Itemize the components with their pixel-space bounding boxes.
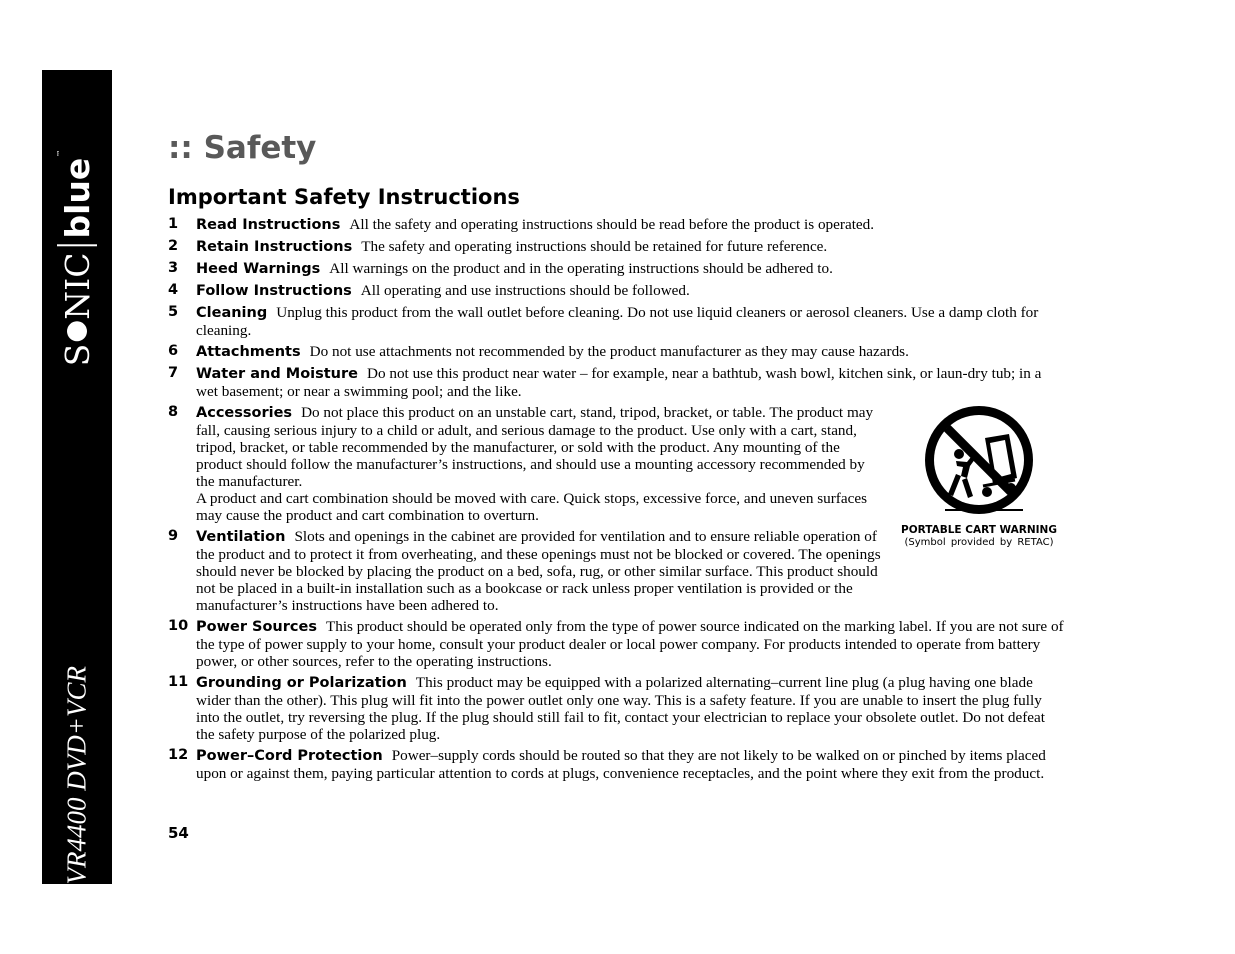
instruction-label: Attachments: [196, 344, 301, 360]
instruction-label: Follow Instructions: [196, 283, 352, 299]
instruction-text: Do not place this product on an unstable cart, stand, tripod, bracket, or table. The product may fall, causing serious injury to a child or adult, and serious damage to the product. Use only with a cart, stand, tripod, bracket, or table recommended by the manufacturer, or sold with the product. Any mounting of the product should follow the manufacturer’s instructions, and should use a mounting accessory recommended by the manufacturer.: [196, 404, 874, 490]
instruction-label: Read Instructions: [196, 217, 341, 233]
instruction-item: [168, 260, 1064, 278]
instruction-label: Ventilation: [196, 529, 286, 545]
instruction-number: 9: [168, 528, 179, 544]
instruction-number: 12: [168, 747, 189, 763]
instruction-label: Accessories: [196, 405, 293, 421]
instruction-item: [168, 747, 1064, 782]
instruction-text: All warnings on the product and in the operating instructions should be adhered to.: [329, 260, 833, 277]
instruction-item: [168, 404, 886, 524]
instruction-label: Water and Moisture: [196, 366, 358, 382]
instruction-item: [168, 282, 1064, 300]
instruction-label: Cleaning: [196, 305, 268, 321]
instruction-number: 6: [168, 343, 179, 359]
instruction-text: All the safety and operating instructions should be read before the product is operated.: [349, 216, 875, 233]
page-number: 54: [168, 824, 189, 842]
instruction-number: 4: [168, 282, 179, 298]
instruction-number: 5: [168, 304, 179, 320]
instruction-number: 2: [168, 238, 179, 254]
cart-warning-credit: (Symbol provided by RETAC): [904, 536, 1054, 548]
cart-warning-caption: PORTABLE CART WARNING: [901, 524, 1057, 536]
logo-dot-icon: [67, 322, 87, 342]
instruction-text: Power–supply cords should be routed so that they are not likely to be walked on or pinched by items placed upon or against them, paying particular attention to cords at plugs, convenience receptacles, and the point where they exit from the product.: [196, 747, 1046, 782]
instruction-number: 11: [168, 674, 189, 690]
instruction-number: 1: [168, 216, 179, 232]
instruction-number: 7: [168, 365, 179, 381]
instruction-item: [168, 343, 1064, 361]
cart-warning-figure: [897, 404, 1061, 549]
logo-letter-s: S: [57, 343, 97, 367]
instruction-item: [168, 674, 1064, 743]
logo-trademark: ™: [56, 149, 64, 157]
logo-word-nic: NIC: [57, 252, 97, 320]
instruction-item: [168, 216, 1064, 234]
sonicblue-logo: [57, 150, 97, 367]
instruction-label: Grounding or Polarization: [196, 675, 407, 691]
instruction-text: The safety and operating instructions should be retained for future reference.: [361, 238, 828, 255]
instruction-item: [168, 618, 1064, 670]
instruction-item: [168, 528, 886, 614]
instruction-text: All operating and use instructions should be followed.: [360, 282, 690, 299]
instruction-text: Do not use this product near water – for example, near a bathtub, wash bowl, kitchen sink, or laun-dry tub; in a wet basement; or near a swimming pool; and the like.: [196, 365, 1042, 400]
logo-word-blue: blue: [57, 157, 97, 239]
instruction-label: Power–Cord Protection: [196, 748, 383, 764]
instruction-label: Heed Warnings: [196, 261, 321, 277]
instruction-text: Do not use attachments not recommended by the product manufacturer as they may cause hazards.: [309, 343, 909, 360]
instruction-label: Power Sources: [196, 619, 317, 635]
instruction-extra-text: A product and cart combination should be moved with care. Quick stops, excessive force, and uneven surfaces may cause the product and cart combination to overturn.: [196, 490, 867, 524]
instruction-item: [168, 238, 1064, 256]
instruction-item: [168, 365, 1064, 400]
instruction-number: 8: [168, 404, 179, 420]
section-heading: Important Safety Instructions: [168, 185, 520, 209]
instruction-number: 10: [168, 618, 189, 634]
model-name: DVR4400 DVD+VCR: [61, 666, 92, 904]
logo-divider: [57, 245, 97, 247]
portable-cart-warning-icon: [923, 404, 1035, 516]
instruction-item: [168, 304, 1064, 339]
instruction-text: Slots and openings in the cabinet are provided for ventilation and to ensure reliable operation of the product and to protect it from overheating, and these openings must not be blocked or covered. The openings should never be blocked by placing the product on a bed, sofa, rug, or other similar surface. This product should not be placed in a built-in installation such as a bookcase or rack unless proper ventilation is provided or the manufacturer’s instructions have been adhered to.: [196, 528, 881, 614]
brand-sidebar: [42, 70, 112, 904]
instruction-number: 3: [168, 260, 179, 276]
page-title: :: Safety: [168, 130, 317, 166]
instruction-text: This product should be operated only from the type of power source indicated on the marking label. If you are not sure of the type of power supply to your home, consult your product dealer or local power company. For products intended to operate from battery power, or other sources, refer to the operating instructions.: [196, 618, 1064, 670]
instruction-text: Unplug this product from the wall outlet before cleaning. Do not use liquid cleaners or aerosol cleaners. Use a damp cloth for cleaning.: [196, 304, 1039, 339]
instruction-label: Retain Instructions: [196, 239, 353, 255]
instruction-text: This product may be equipped with a polarized alternating–current line plug (a plug having one blade wider than the other). This plug will fit into the power outlet only one way. This is a safety feature. If you are unable to insert the plug fully into the outlet, try reversing the plug. If the plug should still fail to fit, contact your electrician to replace your obsolete outlet. Do not defeat the safety purpose of the polarized plug.: [196, 674, 1045, 743]
